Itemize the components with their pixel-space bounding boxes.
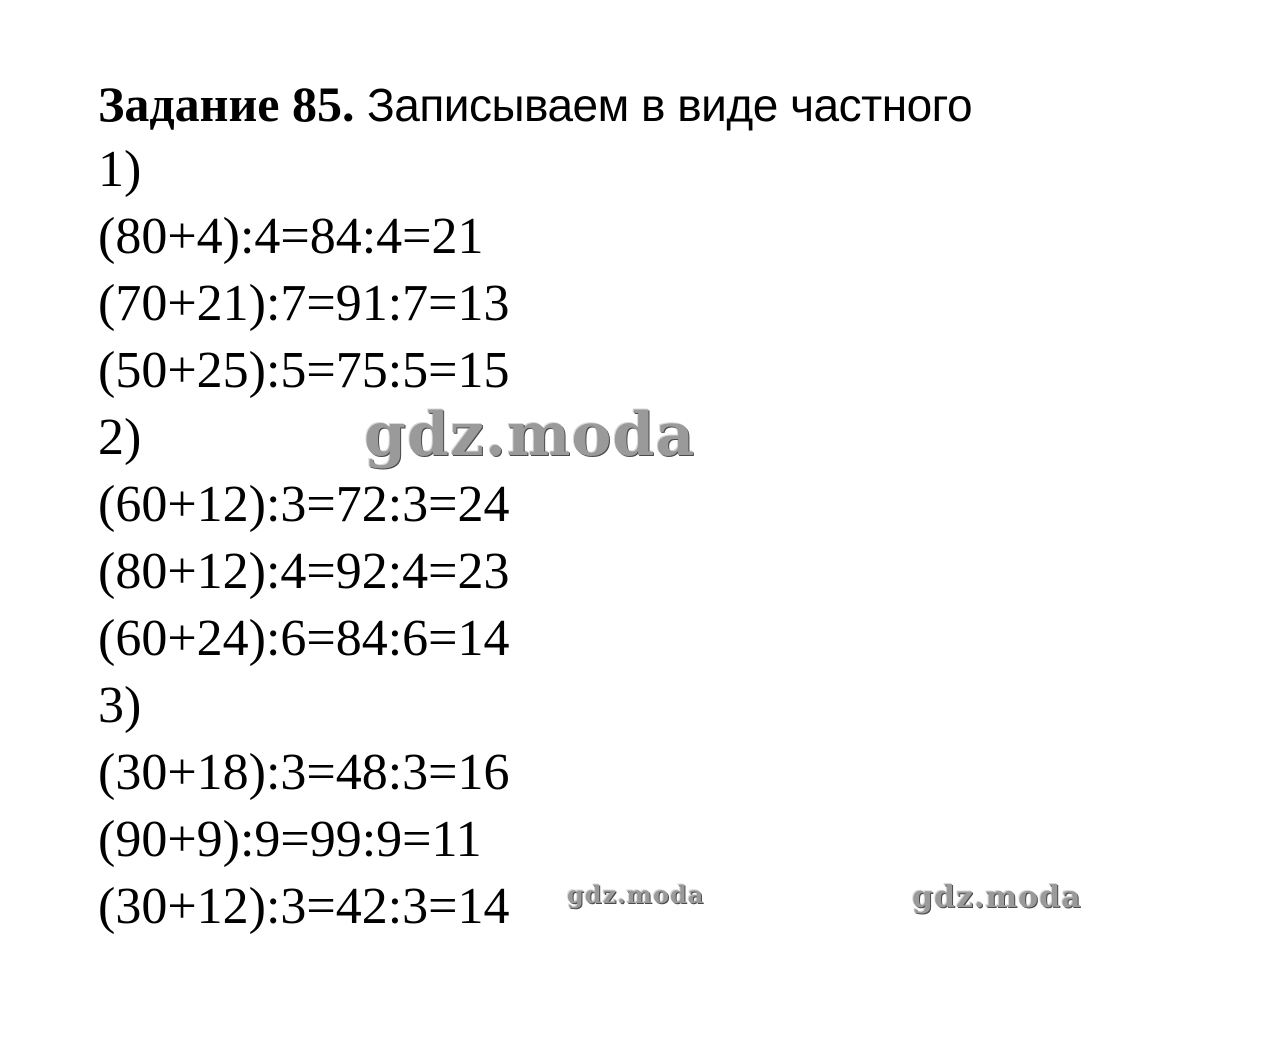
equation-line: (50+25):5=75:5=15 bbox=[98, 342, 510, 399]
equation-line: (60+24):6=84:6=14 bbox=[98, 610, 510, 667]
equation-line: (80+4):4=84:4=21 bbox=[98, 208, 484, 265]
task-description: Записываем в виде частного bbox=[367, 79, 973, 131]
equation-line: (30+18):3=48:3=16 bbox=[98, 744, 510, 801]
equation-line: (90+9):9=99:9=11 bbox=[98, 811, 482, 868]
section-label-3: 3) bbox=[98, 677, 142, 734]
equation-line: (60+12):3=72:3=24 bbox=[98, 476, 510, 533]
equation-line: (80+12):4=92:4=23 bbox=[98, 543, 510, 600]
equation-line: (70+21):7=91:7=13 bbox=[98, 275, 510, 332]
watermark-small: gdz.moda bbox=[567, 880, 705, 909]
section-label-2: 2) bbox=[98, 409, 142, 466]
watermark-large: gdz.moda bbox=[364, 400, 696, 470]
task-title bbox=[98, 72, 1198, 136]
equation-line: (30+12):3=42:3=14 bbox=[98, 878, 510, 935]
task-number: Задание 85. bbox=[98, 76, 355, 132]
document-body bbox=[98, 72, 1198, 940]
section-label-1: 1) bbox=[98, 141, 142, 198]
watermark-small: gdz.moda bbox=[912, 880, 1082, 915]
